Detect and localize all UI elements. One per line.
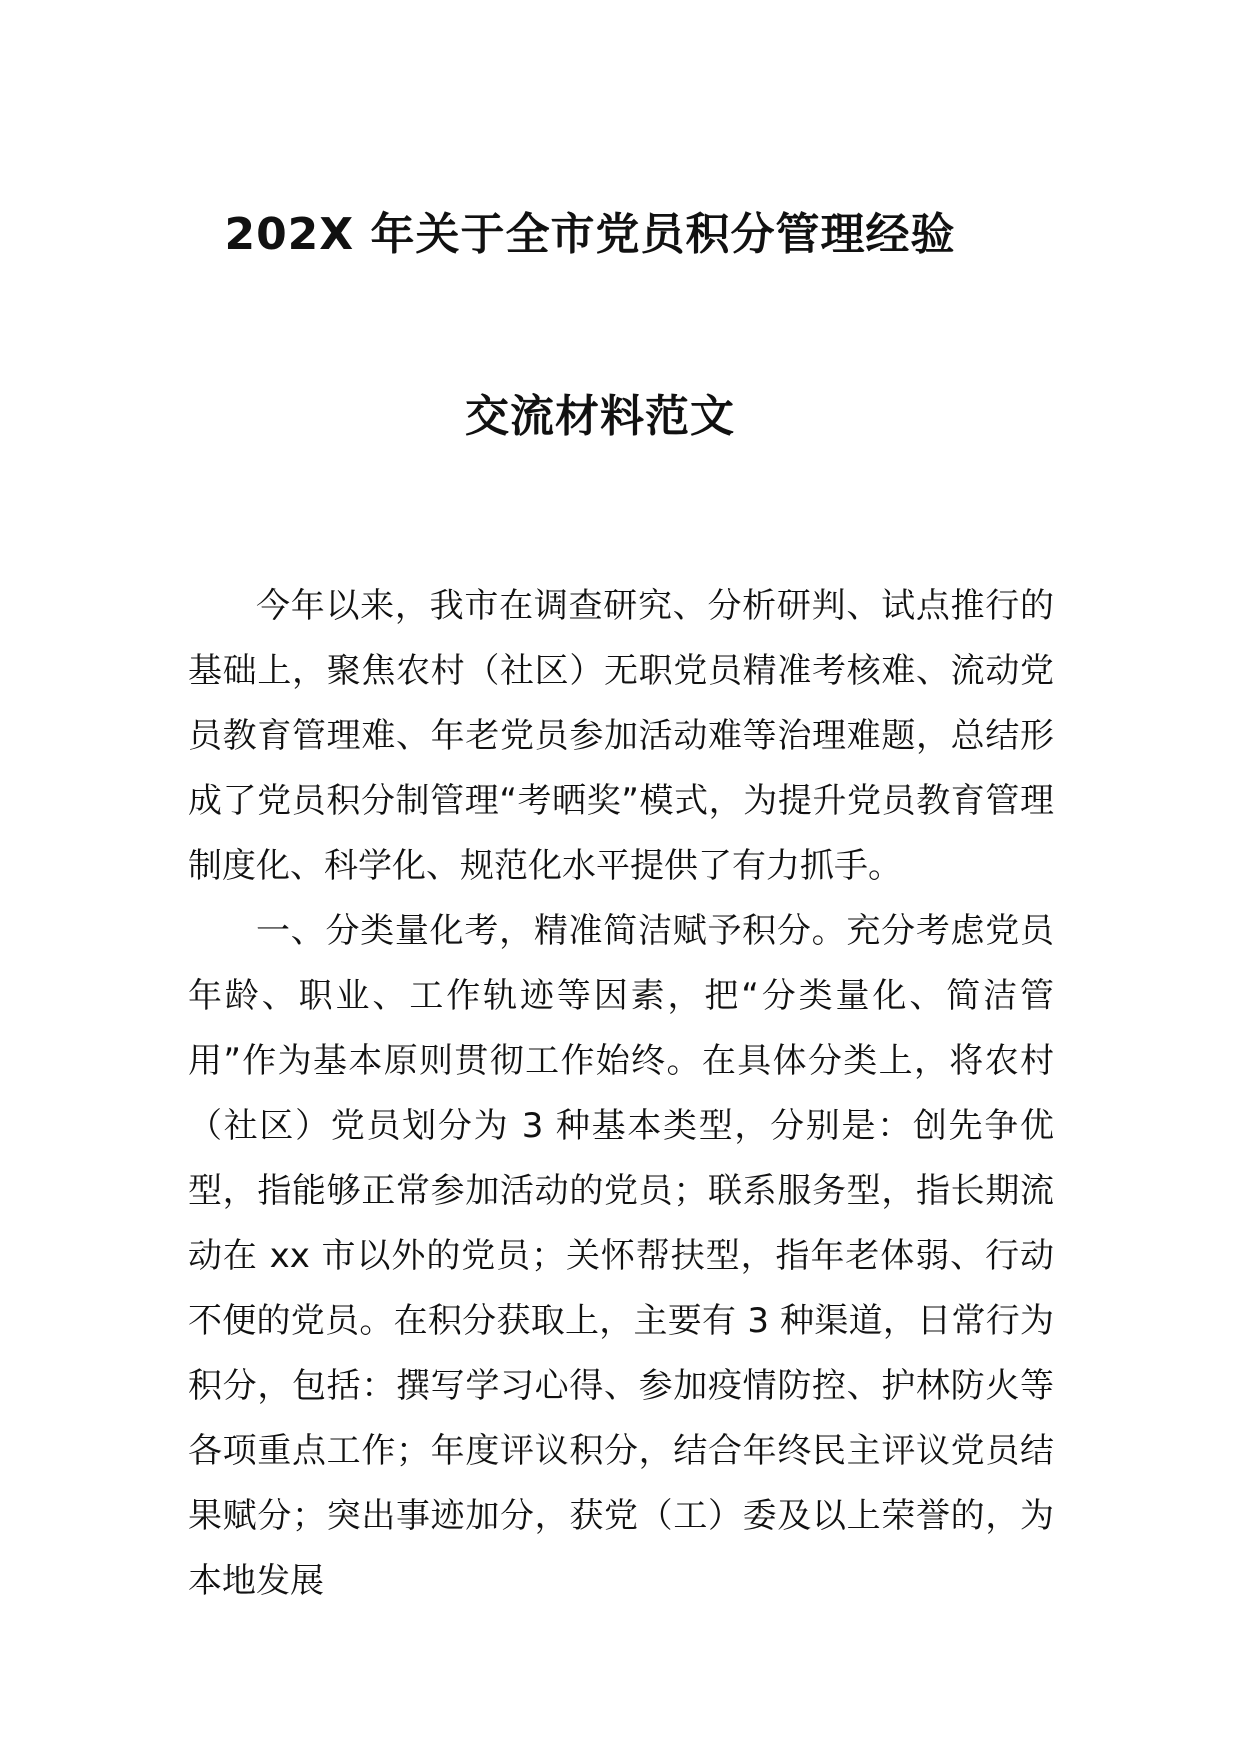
document-title-line-2: 交流材料范文 — [465, 391, 735, 442]
body-paragraph-intro: 今年以来，我市在调查研究、分析研判、试点推行的基础上，聚焦农村（社区）无职党员精准考核难、流动党员教育管理难、年老党员参加活动难等治理难题，总结形成了党员积分制管理“考晒奖”模式，为提升党员教育管理制度化、科学化、规范化水平提供了有力抓手。 — [188, 586, 1054, 886]
document-body — [188, 574, 1054, 1614]
body-paragraph-section-1: 一、分类量化考，精准简洁赋予积分。充分考虑党员年龄、职业、工作轨迹等因素，把“分类量化、简洁管用”作为基本原则贯彻工作始终。在具体分类上，将农村（社区）党员划分为 3 种基本类型，分别是：创先争优型，指能够正常参加活动的党员；联系服务型，指长期流动在 xx 市以外的党员；关怀帮扶型，指年老体弱、行动不便的党员。在积分获取上，主要有 3 种渠道，日常行为积分，包括：撰写学习心得、参加疫情防控、护林防火等各项重点工作；年度评议积分，结合年终民主评议党员结果赋分；突出事迹加分，获党（工）委及以上荣誉的，为本地发展 — [188, 911, 1054, 1601]
document-title-line-1: 202X 年关于全市党员积分管理经验 — [224, 209, 956, 260]
